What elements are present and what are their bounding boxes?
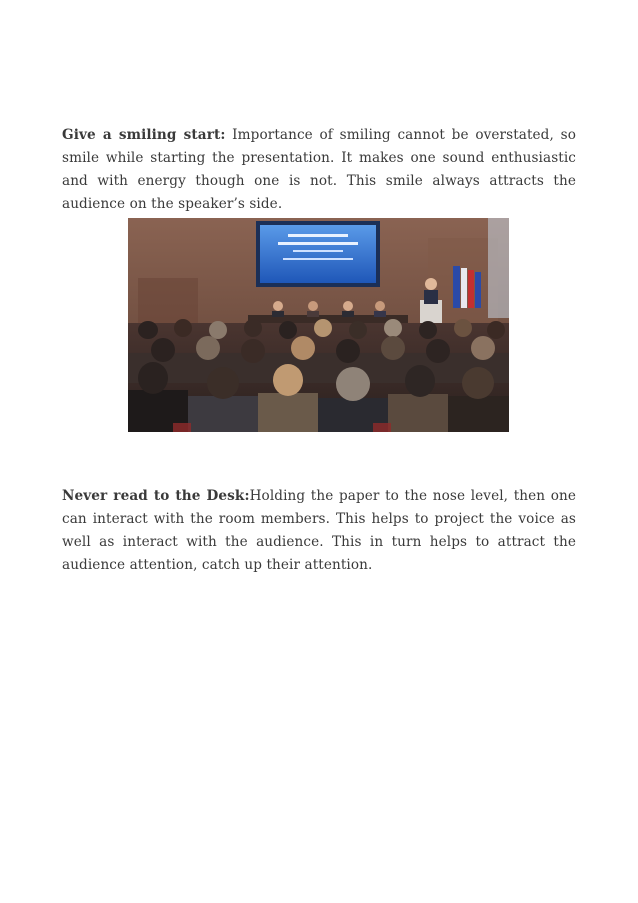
flag-blue	[453, 266, 460, 308]
body-smiling-start: Importance of smiling cannot be overstated, so smile while starting the presentation. It makes one sound enthusiastic and with energy though one is not. This smile always attracts the audience on the speaker’s side.	[62, 126, 576, 212]
paragraph-smiling-start	[62, 124, 576, 216]
paragraph-never-read	[62, 485, 576, 577]
heading-smiling-start: Give a smiling start:	[62, 126, 226, 143]
heading-never-read: Never read to the Desk:	[62, 487, 250, 504]
body-never-read: Holding the paper to the nose level, then one can interact with the room members. This helps to project the voice as well as interact with the audience. This in turn helps to attract the audience attention, catch up their attention.	[62, 487, 576, 573]
conference-audience-photo	[128, 218, 509, 432]
